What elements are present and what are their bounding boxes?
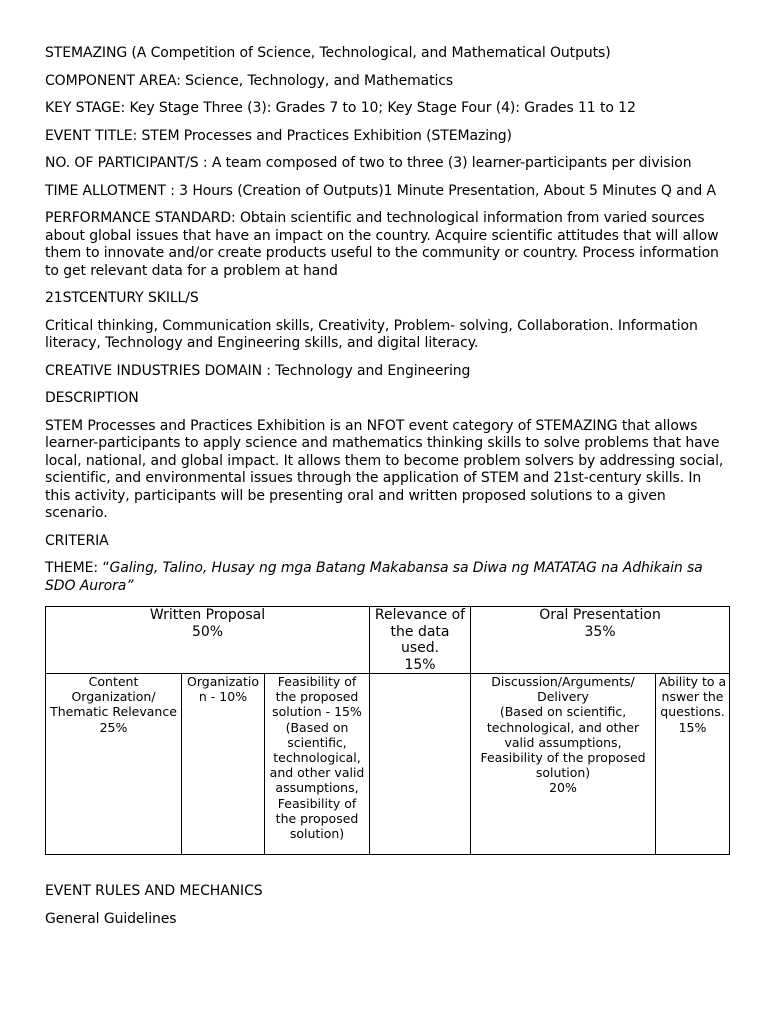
oral-presentation-cell: Oral Presentation 35% (471, 607, 730, 674)
theme-text: Galing, Talino, Husay ng mga Batang Makabansa sa Diwa ng MATATAG na Adhikain sa SDO Aurora (45, 560, 703, 594)
document-title: STEMAZING (A Competition of Science, Technological, and Mathematical Outputs) (45, 45, 611, 61)
relevance-cell: Relevance of the data used. 15% (370, 607, 471, 674)
theme-close-quote: ” (126, 577, 134, 594)
century-skills-heading: 21STCENTURY SKILL/S (45, 290, 199, 306)
feasibility-cell: Feasibility of the proposed solution - 15% (Based on scientific, technological, and other valid assumptions, Feasibility of the proposed solution) (265, 674, 370, 855)
relevance-empty-cell (370, 674, 471, 855)
performance-standard: PERFORMANCE STANDARD: Obtain scientific and technological information from varied sources about global issues that have an impact on the country. Acquire scientific attitudes that will allow them to innovate and/or create products useful to the community or country. Process information to get relevant data for a problem at hand (45, 210, 719, 279)
criteria-heading: CRITERIA (45, 532, 109, 549)
theme-label: THEME: “ (45, 560, 110, 576)
century-skills: Critical thinking, Communication skills, Creativity, Problem- solving, Collaboration. Information literacy, Technology and Engineering skills, and digital literacy. (45, 317, 698, 351)
ability-cell: Ability to answer the questions. 15% (656, 674, 730, 855)
description-heading: DESCRIPTION (45, 390, 139, 406)
creative-industries-domain: CREATIVE INDUSTRIES DOMAIN : Technology and Engineering (45, 362, 471, 379)
event-rules-heading: EVENT RULES AND MECHANICS (45, 883, 263, 899)
organization-cell: Organization - 10% (182, 674, 265, 855)
criteria-table (45, 606, 730, 855)
description-text: STEM Processes and Practices Exhibition is an NFOT event category of STEMAZING that allows learner-participants to apply science and mathematics thinking skills to solve problems that have local, national, and global impact. It allows them to become problem solvers by addressing social, scientific, and environmental issues through the application of STEM and 21st-century skills. In this activity, participants will be presenting oral and written proposed solutions to a given scenario. (45, 417, 724, 521)
content-organization-cell: Content Organization/ Thematic Relevance 25% (46, 674, 182, 855)
theme (45, 560, 728, 595)
discussion-cell: Discussion/Arguments/ Delivery (Based on scientific, technological, and other valid assumptions, Feasibility of the proposed solution) 20% (471, 674, 656, 855)
written-proposal-cell: Written Proposal 50% (46, 607, 370, 674)
participants: NO. OF PARTICIPANT/S : A team composed of two to three (3) learner-participants per division (45, 155, 692, 171)
criteria-subheader-row (46, 674, 730, 855)
criteria-header-row (46, 607, 730, 674)
general-guidelines: General Guidelines (45, 910, 177, 927)
key-stage: KEY STAGE: Key Stage Three (3): Grades 7 to 10; Key Stage Four (4): Grades 11 to 12 (45, 100, 636, 116)
event-title: EVENT TITLE: STEM Processes and Practices Exhibition (STEMazing) (45, 127, 512, 144)
component-area: COMPONENT AREA: Science, Technology, and Mathematics (45, 72, 454, 89)
time-allotment: TIME ALLOTMENT : 3 Hours (Creation of Outputs)1 Minute Presentation, About 5 Minutes Q and A (45, 182, 717, 199)
